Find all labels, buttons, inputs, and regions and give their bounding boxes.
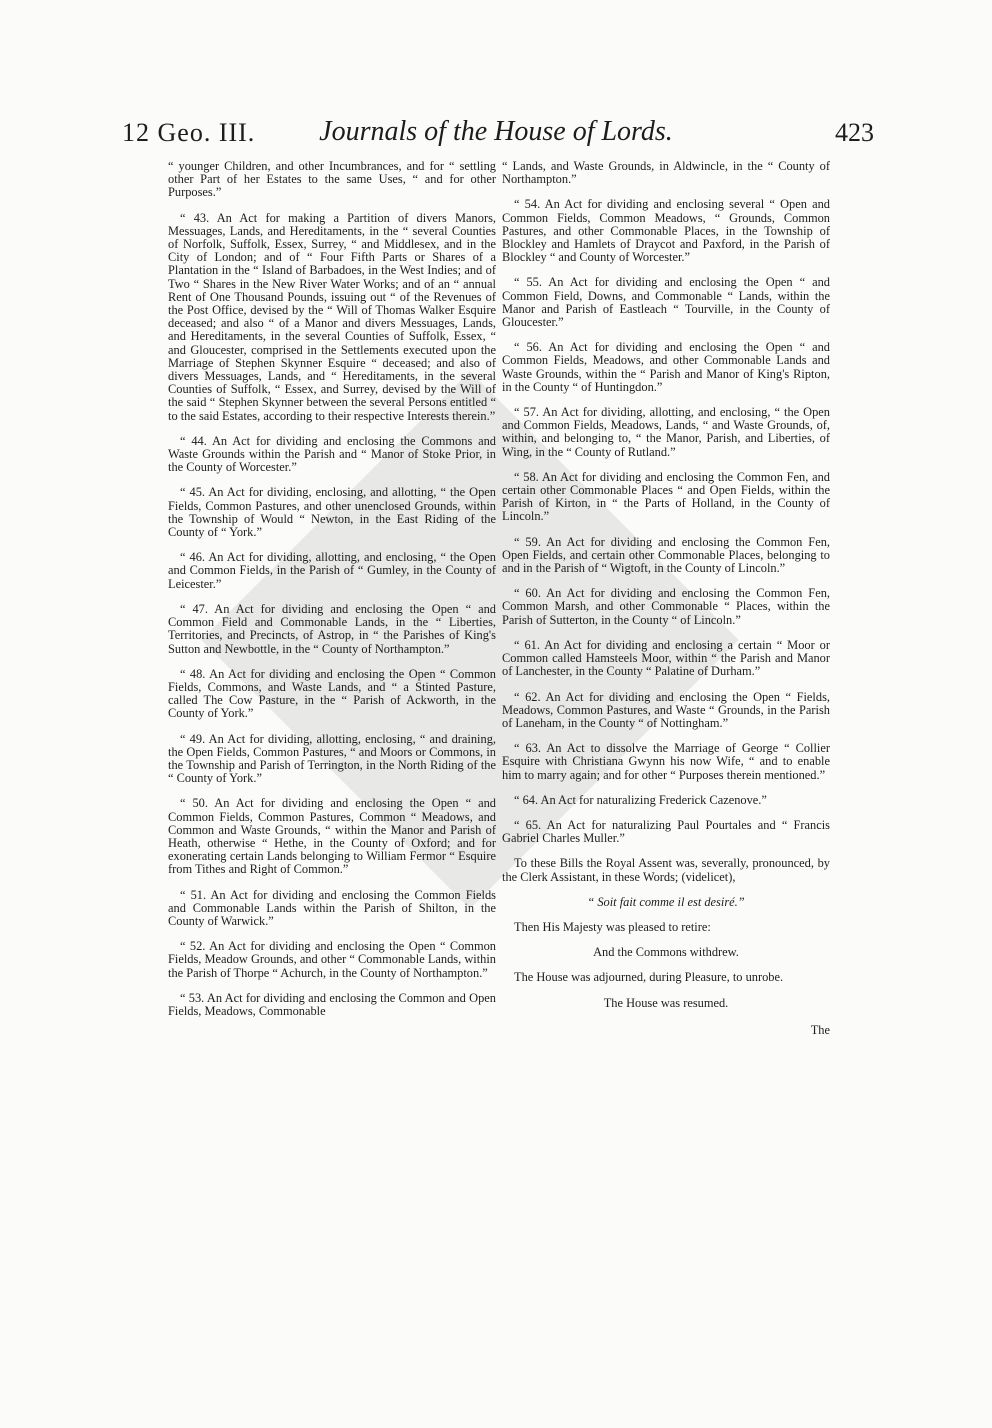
act-paragraph: “ 59. An Act for dividing and enclosing the Common Fen, Open Fields, and certain other Commonable Places, belonging to and in the Parish of “ Wigtoft, in the County of Lincoln.”	[502, 534, 830, 576]
act-paragraph: “ 61. An Act for dividing and enclosing a certain “ Moor or Common called Hamsteels Moor, within “ the Parish and Manor of Lanchester, in the County “ Palatine of Durham.”	[502, 637, 830, 679]
page-number: 423	[835, 118, 874, 147]
commons-withdrew-text: And the Commons withdrew.	[593, 945, 739, 960]
left-column	[168, 160, 496, 1030]
act-paragraph: “ 46. An Act for dividing, allotting, and enclosing, “ the Open and Common Fields, in the Parish of “ Gumley, in the County of Leicester.”	[168, 550, 496, 591]
royal-assent-text: To these Bills the Royal Assent was, severally, pronounced, by the Clerk Assistant, in these Words; (videlicet),	[502, 856, 830, 884]
act-paragraph: “ younger Children, and other Incumbrances, and for “ settling other Part of her Estates to the same Uses, “ and for other Purposes.”	[168, 159, 496, 200]
retire-text: Then His Majesty was pleased to retire:	[514, 919, 711, 934]
right-column	[502, 160, 830, 1037]
act-paragraph: “ 56. An Act for dividing and enclosing the Open “ and Common Fields, Meadows, and other Commonable Lands and Waste Grounds, within the “ Parish and Manor of King's Ripton, in the County “ of Huntingdon.”	[502, 340, 830, 394]
journal-title: Journals of the House of Lords.	[319, 116, 673, 147]
act-paragraph: “ 45. An Act for dividing, enclosing, and allotting, “ the Open Fields, Common Pastures, and other unenclosed Grounds, within the Township of Would “ Newton, in the East Riding of the County of “ York.”	[168, 485, 496, 540]
act-paragraph: “ 48. An Act for dividing and enclosing the Open “ Common Fields, Commons, and Waste Lands, and “ a Stinted Pasture, called The Cow Pasture, in the “ Parish of Ackworth, in the County of York.”	[168, 666, 496, 721]
act-paragraph: “ 65. An Act for naturalizing Paul Pourtales and “ Francis Gabriel Charles Muller.”	[502, 817, 830, 846]
adjourned-text: The House was adjourned, during Pleasure, to unrobe.	[514, 970, 784, 985]
act-paragraph: “ 53. An Act for dividing and enclosing the Common and Open Fields, Meadows, Commonable	[168, 990, 496, 1018]
resumed-text: The House was resumed.	[603, 995, 729, 1010]
catchword: The	[810, 1022, 830, 1037]
page-header	[118, 118, 874, 158]
assent-formula: “ Soit fait comme il est desiré.”	[587, 894, 745, 909]
act-paragraph: “ 51. An Act for dividing and enclosing the Common Fields and Commonable Lands within the Parish of Shilton, in the County of Warwick.”	[168, 887, 496, 928]
act-paragraph: “ 57. An Act for dividing, allotting, and enclosing, “ the Open and Common Fields, Meadows, Lands, “ and Waste Grounds, of, within, and belonging to, “ the Manor, Parish, and Liberties, of Wing, in the “ County of Rutland.”	[502, 405, 830, 459]
act-paragraph: “ 50. An Act for dividing and enclosing the Open “ and Common Fields, Common Pastures, Common “ Meadows, and Common and Waste Grounds, “ within the Manor and Parish of Heath, otherwise “ Hethe, in the County of Oxford; and for exonerating certain Lands belonging to William Fermor “ Esquire from Tithes and Right of Common.”	[168, 796, 496, 877]
act-paragraph: “ 64. An Act for naturalizing Frederick Cazenove.”	[514, 792, 767, 807]
act-paragraph: “ 47. An Act for dividing and enclosing the Open “ and Common Field and Commonable Lands, in the “ Liberties, Territories, and Precincts, of Astrop, in “ the Parishes of King's Sutton and Newbottle, in the “ County of Northampton.”	[168, 601, 496, 656]
act-paragraph: “ 54. An Act for dividing and enclosing several “ Open and Common Fields, Common Meadows, “ Grounds, Common Pastures, and other Commonable Places, in the Township of Blockley and Hamlets of Draycot and Paxford, in the Parish of Blockley “ and County of Worcester.”	[502, 197, 830, 265]
act-paragraph: “ 62. An Act for dividing and enclosing the Open “ Fields, Meadows, Common Pastures, and Waste “ Grounds, in the Parish of Laneham, in the County “ of Nottingham.”	[502, 689, 830, 730]
act-paragraph: “ 44. An Act for dividing and enclosing the Commons and Waste Grounds within the Parish and “ Manor of Stoke Prior, in the County of Worcester.”	[168, 433, 496, 475]
act-paragraph: “ 55. An Act for dividing and enclosing the Open “ and Common Field, Downs, and Commonable “ Lands, within the Manor and Parish of Eastleach “ Tourville, in the County of Gloucester.”	[502, 275, 830, 330]
act-paragraph: “ 58. An Act for dividing and enclosing the Common Fen, and certain other Commonable Places “ and Open Fields, within the Parish of Kirton, in “ the Parts of Holland, in the County of Lincoln.”	[502, 469, 830, 524]
act-paragraph: “ Lands, and Waste Grounds, in Aldwincle, in the “ County of Northampton.”	[502, 159, 830, 187]
act-paragraph: “ 49. An Act for dividing, allotting, enclosing, “ and draining, the Open Fields, Common Pastures, “ and Moors or Commons, in the Township and Parish of Terrington, in the North Riding of the “ County of York.”	[168, 731, 496, 786]
act-paragraph: “ 63. An Act to dissolve the Marriage of George “ Collier Esquire with Christiana Gwynn his now Wife, “ and to enable him to marry again; and for other “ Purposes therein mentioned.”	[502, 741, 830, 782]
act-paragraph: “ 52. An Act for dividing and enclosing the Open “ Common Fields, Meadow Grounds, and other “ Commonable Lands, within the Parish of Thorpe “ Achurch, in the County of Northampton.”	[168, 939, 496, 980]
act-paragraph: “ 43. An Act for making a Partition of divers Manors, Messuages, Lands, and Hereditaments, in the “ several Counties of Norfolk, Suffolk, Essex, Surrey, “ and Middlesex, and in the City of London; and of “ Four Fifth Parts or Shares of a Plantation in the “ Island of Barbadoes, in the West Indies; and of Two “ Shares in the New River Water Works; and of an “ annual Rent of One Thousand Pounds, issuing out “ of the Revenues of the Post Office, devised by the “ Will of Thomas Walker Esquire deceased; and also “ of a Manor and divers Messuages, Lands, and Hereditaments, in the several Counties of Suffolk, Essex, “ and Gloucester, comprised in the Settlements executed upon the Marriage of Stephen Skynner Esquire “ deceased; and also of divers Messuages, Lands, and “ Hereditaments, in the several Counties of Suffolk, “ Essex, and Surrey, devised by the Will of the said “ Stephen Skynner between the several Persons entitled “ to the said Estates, according to their respective Interests therein.”	[168, 210, 496, 423]
regnal-year: 12 Geo. III.	[122, 118, 256, 147]
act-paragraph: “ 60. An Act for dividing and enclosing the Common Fen, Common Marsh, and other Commonable “ Places, within the Parish of Sutterton, in the County “ of Lincoln.”	[502, 586, 830, 627]
